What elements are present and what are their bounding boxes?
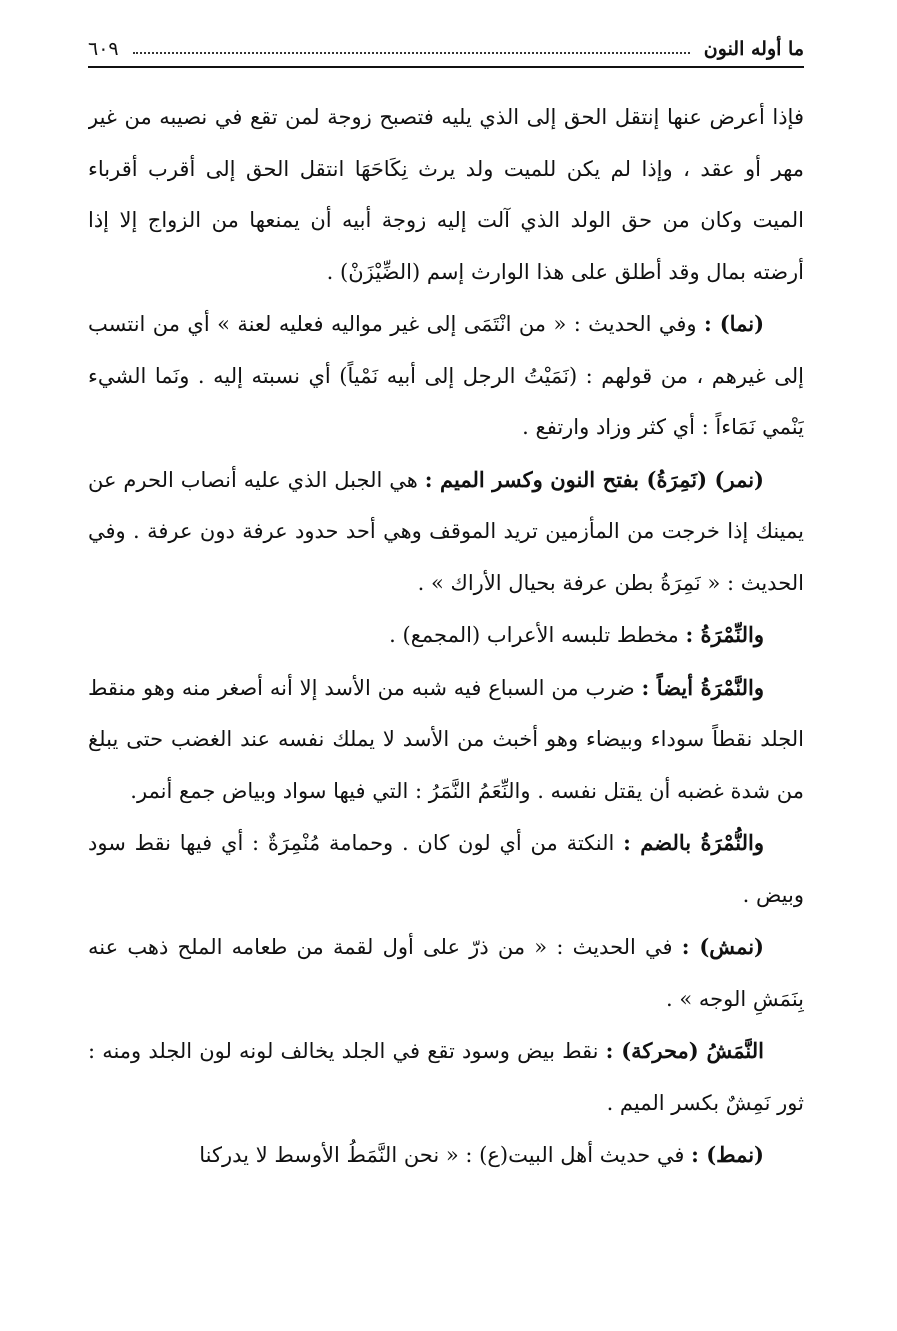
- entry-headword: (نمر) (نَمِرَةُ) بفتح النون وكسر الميم :: [424, 466, 764, 492]
- book-page: [88, 28, 804, 1288]
- paragraph-text: مخطط تلبسه الأعراب (المجمع) .: [389, 623, 686, 647]
- entry-headword: والنَّمْرَةُ أيضاً :: [641, 674, 765, 700]
- entry-headword: والنُّمْرَةُ بالضم :: [623, 830, 764, 855]
- entry-headword: (نما) :: [703, 311, 764, 336]
- paragraph: [88, 1129, 804, 1182]
- paragraph-text: نقط بيض وسود تقع في الجلد يخالف لونه لون الجلد ومنه : ثور نَمِشٌ بكسر الميم .: [88, 1039, 804, 1115]
- paragraph: [88, 298, 804, 454]
- paragraph: [88, 662, 804, 818]
- paragraph: [88, 454, 804, 610]
- paragraph: [88, 609, 804, 662]
- entry-headword: والنِّمْرَةُ :: [685, 622, 764, 647]
- paragraph-text: في الحديث : « من ذرّ على أول لقمة من طعامه الملح ذهب عنه بِنَمَشِ الوجه » .: [88, 935, 804, 1011]
- dotted-leader: [133, 52, 690, 54]
- paragraph: [88, 817, 804, 921]
- paragraph: [88, 921, 804, 1025]
- entry-headword: (نمش) :: [681, 934, 764, 959]
- page-number: ٦٠٩: [88, 38, 119, 60]
- paragraph-text: فإذا أعرض عنها إنتقل الحق إلى الذي يليه فتصبح زوجة لمن تقع في نصيبه من غير مهر أو عقد ، وإذا لم يكن للميت ولد يرث نِكَاحَهَا انتقل الحق إلى أقرب أقرباء الميت وكان من حق الولد الذي آلت إليه زوجة أبيه أن يمنعها من الزواج إلا إذا أرضته بمال وقد أطلق على هذا الوارث إسم (الضِّيْزَنْ) .: [88, 105, 804, 284]
- paragraph-text: في حديث أهل البيت(ع) : « نحن النَّمَطُ الأوسط لا يدركنا: [199, 1143, 692, 1167]
- page-header: [88, 28, 804, 68]
- paragraph-text: هي الجبل الذي عليه أنصاب الحرم عن يمينك إذا خرجت من المأزمين تريد الموقف وهي أحد حدود عرفة دون عرفة . وفي الحديث : « نَمِرَةُ بطن عرفة بحيال الأراك » .: [88, 467, 804, 595]
- page-body: [88, 92, 804, 1182]
- entry-headword: (نمط) :: [691, 1142, 764, 1167]
- paragraph: [88, 92, 804, 298]
- paragraph-text: ضرب من السباع فيه شبه من الأسد إلا أنه أصغر منه وهو منقط الجلد نقطاً سوداء وبيضاء وهو أخبث من الأسد لا يملك نفسه عند الغضب حتى يبلغ من شدة غضبه أن يقتل نفسه . والنِّعَمُ النَّمَرُ : التي فيها سواد وبياض جمع أنمر.: [88, 675, 804, 803]
- paragraph-text: النكتة من أي لون كان . وحمامة مُنْمِرَةٌ : أي فيها نقط سود وبيض .: [88, 831, 804, 907]
- running-title: ما أوله النون: [703, 38, 804, 60]
- paragraph-text: وفي الحديث : « من انْتَمَى إلى غير مواليه فعليه لعنة » أي من انتسب إلى غيرهم ، من قولهم : (نَمَيْتُ الرجل إلى أبيه نَمْياً) أي نسبته إليه . ونَما الشيء يَنْمي نَمَاءاً : أي كثر وزاد وارتفع .: [88, 312, 804, 439]
- paragraph: [88, 1025, 804, 1129]
- entry-headword: النَّمَشُ (محركة) :: [605, 1038, 764, 1063]
